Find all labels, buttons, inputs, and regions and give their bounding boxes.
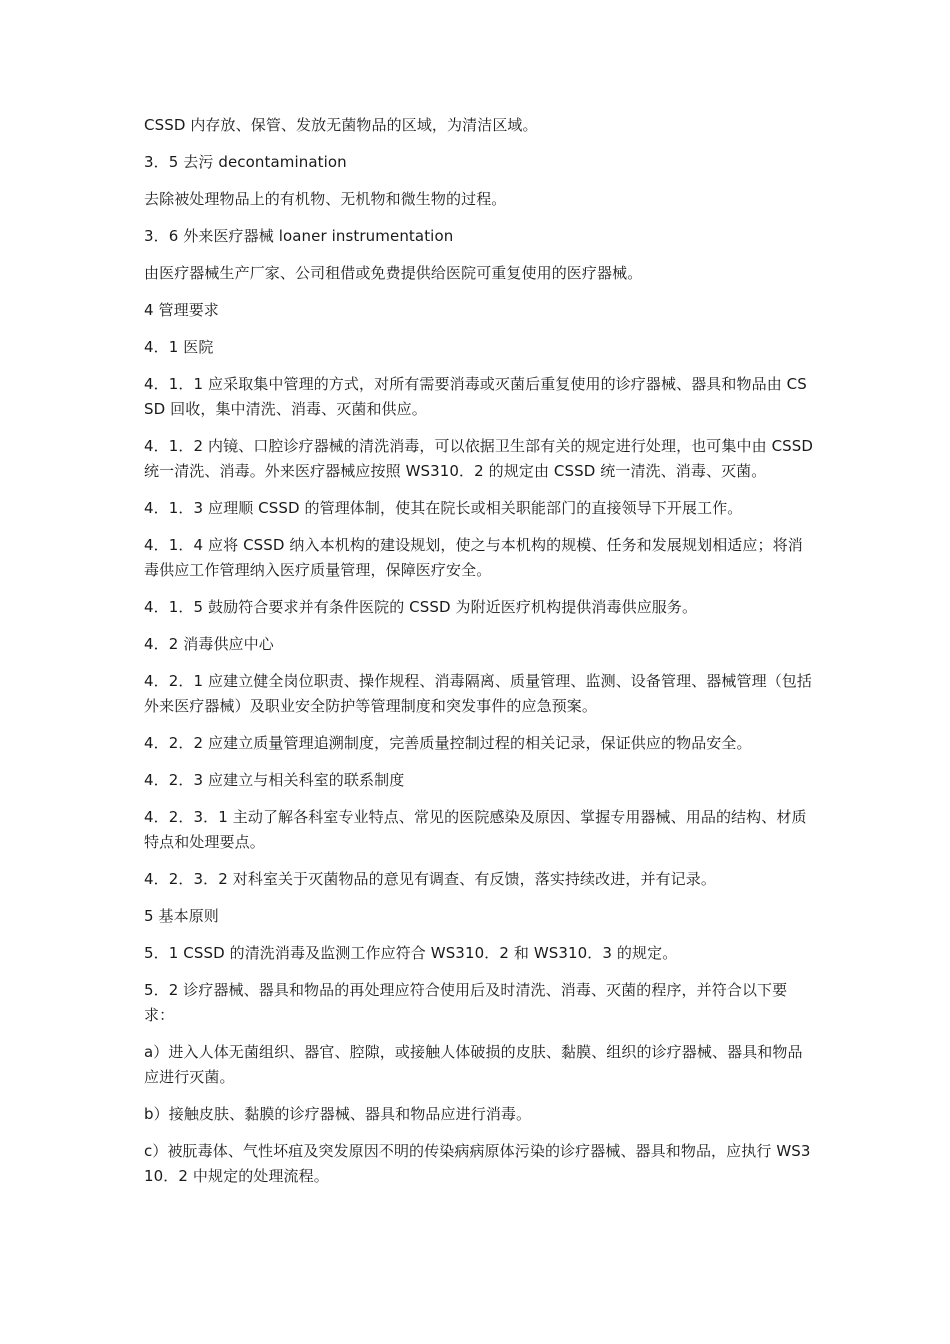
heading-5-basic-principles: 5 基本原则 <box>144 907 219 925</box>
clause-4-1-1: 4．1．1 应采取集中管理的方式，对所有需要消毒或灭菌后重复使用的诊疗器械、器具和物品由 CSSD 回收，集中清洗、消毒、灭菌和供应。 <box>144 375 807 418</box>
clause-4-1-5: 4．1．5 鼓励符合要求并有条件医院的 CSSD 为附近医疗机构提供消毒供应服务。 <box>144 598 698 616</box>
clause-4-1-3: 4．1．3 应理顺 CSSD 的管理体制，使其在院长或相关职能部门的直接领导下开展工作。 <box>144 499 743 517</box>
clause-5-1: 5．1 CSSD 的清洗消毒及监测工作应符合 WS310．2 和 WS310．3 的规定。 <box>144 944 678 962</box>
clause-5-2: 5．2 诊疗器械、器具和物品的再处理应符合使用后及时清洗、消毒、灭菌的程序，并符合以下要求： <box>144 981 788 1024</box>
clause-4-2-3-2: 4．2．3．2 对科室关于灭菌物品的意见有调查、有反馈，落实持续改进，并有记录。 <box>144 870 716 888</box>
para-clean-area-definition: CSSD 内存放、保管、发放无菌物品的区域，为清洁区域。 <box>144 116 538 134</box>
clause-4-1-4: 4．1．4 应将 CSSD 纳入本机构的建设规划，使之与本机构的规模、任务和发展规划相适应；将消毒供应工作管理纳入医疗质量管理，保障医疗安全。 <box>144 536 803 579</box>
list-item-b: b）接触皮肤、黏膜的诊疗器械、器具和物品应进行消毒。 <box>144 1105 532 1123</box>
heading-4-1-hospital: 4．1 医院 <box>144 338 214 356</box>
para-loaner-definition: 由医疗器械生产厂家、公司租借或免费提供给医院可重复使用的医疗器械。 <box>144 264 643 282</box>
heading-4-2-cssd: 4．2 消毒供应中心 <box>144 635 274 653</box>
clause-4-2-2: 4．2．2 应建立质量管理追溯制度，完善质量控制过程的相关记录，保证供应的物品安全。 <box>144 734 752 752</box>
document-body <box>144 113 814 1201</box>
clause-4-2-3: 4．2．3 应建立与相关科室的联系制度 <box>144 771 405 789</box>
heading-4-management-requirements: 4 管理要求 <box>144 301 219 319</box>
heading-3-5-decontamination: 3．5 去污 decontamination <box>144 153 347 171</box>
para-decontamination-definition: 去除被处理物品上的有机物、无机物和微生物的过程。 <box>144 190 507 208</box>
list-item-c: c）被朊毒体、气性坏疽及突发原因不明的传染病病原体污染的诊疗器械、器具和物品，应执行 WS310．2 中规定的处理流程。 <box>144 1142 811 1185</box>
clause-4-2-3-1: 4．2．3．1 主动了解各科室专业特点、常见的医院感染及原因、掌握专用器械、用品的结构、材质特点和处理要点。 <box>144 808 807 851</box>
heading-3-6-loaner-instrumentation: 3．6 外来医疗器械 loaner instrumentation <box>144 227 454 245</box>
clause-4-2-1: 4．2．1 应建立健全岗位职责、操作规程、消毒隔离、质量管理、监测、设备管理、器械管理（包括外来医疗器械）及职业安全防护等管理制度和突发事件的应急预案。 <box>144 672 813 715</box>
clause-4-1-2: 4．1．2 内镜、口腔诊疗器械的清洗消毒，可以依据卫生部有关的规定进行处理，也可集中由 CSSD 统一清洗、消毒。外来医疗器械应按照 WS310．2 的规定由 CSSD 统一清洗、消毒、灭菌。 <box>144 437 814 480</box>
list-item-a: a）进入人体无菌组织、器官、腔隙，或接触人体破损的皮肤、黏膜、组织的诊疗器械、器具和物品应进行灭菌。 <box>144 1043 803 1086</box>
